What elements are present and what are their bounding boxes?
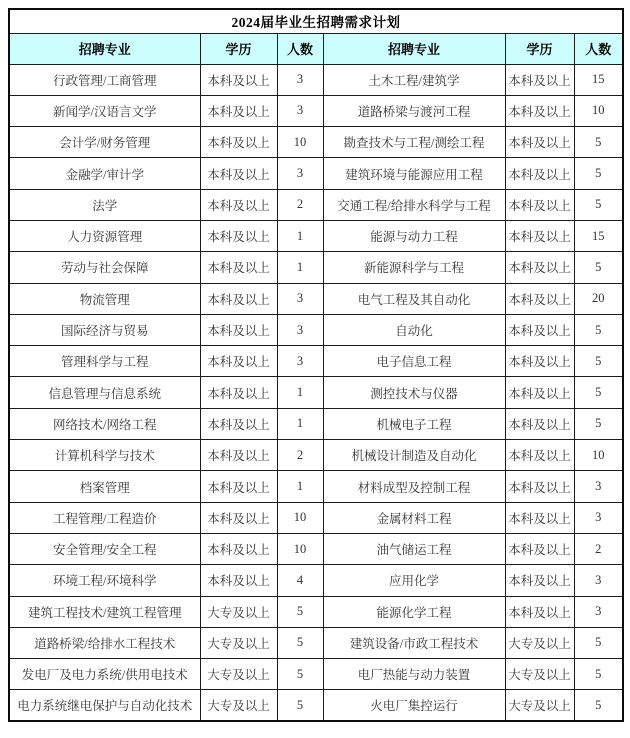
major-cell: 建筑工程技术/建筑工程管理 [9,596,200,627]
education-cell: 本科及以上 [505,377,574,408]
major-cell: 人力资源管理 [9,220,200,251]
table-row [9,627,623,658]
major-cell: 应用化学 [323,565,505,596]
education-cell: 本科及以上 [505,314,574,345]
education-cell: 本科及以上 [200,64,277,95]
count-cell: 3 [277,64,323,95]
column-header-major-left: 招聘专业 [9,33,200,64]
count-cell: 5 [277,659,323,690]
table-row [9,314,623,345]
major-cell: 环境工程/环境科学 [9,565,200,596]
major-cell: 计算机科学与技术 [9,440,200,471]
count-cell: 10 [277,533,323,564]
education-cell: 本科及以上 [200,408,277,439]
major-cell: 测控技术与仪器 [323,377,505,408]
education-cell: 本科及以上 [505,127,574,158]
count-cell: 5 [574,377,623,408]
education-cell: 本科及以上 [200,95,277,126]
education-cell: 本科及以上 [505,189,574,220]
column-header-count-right: 人数 [574,33,623,64]
table-row [9,377,623,408]
major-cell: 材料成型及控制工程 [323,471,505,502]
count-cell: 1 [277,252,323,283]
column-header-count-left: 人数 [277,33,323,64]
major-cell: 机械设计制造及自动化 [323,440,505,471]
education-cell: 大专及以上 [200,627,277,658]
major-cell: 劳动与社会保障 [9,252,200,283]
education-cell: 本科及以上 [505,158,574,189]
education-cell: 本科及以上 [505,220,574,251]
education-cell: 本科及以上 [200,314,277,345]
major-cell: 能源与动力工程 [323,220,505,251]
education-cell: 本科及以上 [505,502,574,533]
count-cell: 3 [277,314,323,345]
table-row [9,502,623,533]
table-row [9,565,623,596]
education-cell: 大专及以上 [505,659,574,690]
education-cell: 本科及以上 [505,346,574,377]
count-cell: 1 [277,471,323,502]
count-cell: 10 [574,440,623,471]
education-cell: 本科及以上 [505,440,574,471]
count-cell: 5 [574,314,623,345]
count-cell: 15 [574,220,623,251]
major-cell: 交通工程/给排水科学与工程 [323,189,505,220]
education-cell: 本科及以上 [505,565,574,596]
education-cell: 本科及以上 [200,283,277,314]
count-cell: 1 [277,220,323,251]
education-cell: 本科及以上 [505,408,574,439]
education-cell: 大专及以上 [200,659,277,690]
education-cell: 大专及以上 [505,690,574,721]
major-cell: 火电厂集控运行 [323,690,505,721]
count-cell: 1 [277,377,323,408]
major-cell: 道路桥梁/给排水工程技术 [9,627,200,658]
major-cell: 机械电子工程 [323,408,505,439]
major-cell: 道路桥梁与渡河工程 [323,95,505,126]
major-cell: 会计学/财务管理 [9,127,200,158]
education-cell: 本科及以上 [505,252,574,283]
count-cell: 15 [574,64,623,95]
major-cell: 土木工程/建筑学 [323,64,505,95]
table-title: 2024届毕业生招聘需求计划 [9,9,623,33]
count-cell: 20 [574,283,623,314]
recruitment-demand-table [8,8,624,722]
table-row [9,189,623,220]
major-cell: 自动化 [323,314,505,345]
major-cell: 能源化学工程 [323,596,505,627]
count-cell: 5 [574,346,623,377]
count-cell: 5 [574,158,623,189]
table-header-row [9,33,623,64]
major-cell: 新闻学/汉语言文学 [9,95,200,126]
major-cell: 电厂热能与动力装置 [323,659,505,690]
count-cell: 2 [574,533,623,564]
major-cell: 管理科学与工程 [9,346,200,377]
column-header-education-left: 学历 [200,33,277,64]
education-cell: 本科及以上 [505,283,574,314]
table-row [9,408,623,439]
major-cell: 勘查技术与工程/测绘工程 [323,127,505,158]
education-cell: 大专及以上 [200,690,277,721]
table-row [9,158,623,189]
table-body [9,64,623,721]
education-cell: 本科及以上 [200,189,277,220]
count-cell: 5 [574,252,623,283]
table-row [9,127,623,158]
count-cell: 3 [277,346,323,377]
table-row [9,283,623,314]
major-cell: 信息管理与信息系统 [9,377,200,408]
education-cell: 本科及以上 [505,533,574,564]
education-cell: 本科及以上 [200,471,277,502]
count-cell: 5 [574,659,623,690]
count-cell: 10 [574,95,623,126]
education-cell: 本科及以上 [200,502,277,533]
table-row [9,346,623,377]
count-cell: 3 [277,158,323,189]
count-cell: 3 [277,95,323,126]
table-row [9,440,623,471]
major-cell: 物流管理 [9,283,200,314]
count-cell: 4 [277,565,323,596]
major-cell: 发电厂及电力系统/供用电技术 [9,659,200,690]
education-cell: 本科及以上 [200,346,277,377]
table-row [9,659,623,690]
education-cell: 本科及以上 [200,127,277,158]
table-row [9,95,623,126]
major-cell: 油气储运工程 [323,533,505,564]
major-cell: 电子信息工程 [323,346,505,377]
major-cell: 金属材料工程 [323,502,505,533]
education-cell: 本科及以上 [200,533,277,564]
count-cell: 3 [574,502,623,533]
education-cell: 本科及以上 [200,158,277,189]
major-cell: 安全管理/安全工程 [9,533,200,564]
education-cell: 本科及以上 [505,95,574,126]
table-row [9,533,623,564]
table-row [9,471,623,502]
education-cell: 本科及以上 [200,440,277,471]
education-cell: 本科及以上 [200,377,277,408]
count-cell: 1 [277,408,323,439]
education-cell: 本科及以上 [505,471,574,502]
count-cell: 5 [277,690,323,721]
major-cell: 电力系统继电保护与自动化技术 [9,690,200,721]
count-cell: 5 [574,189,623,220]
major-cell: 建筑设备/市政工程技术 [323,627,505,658]
major-cell: 法学 [9,189,200,220]
education-cell: 大专及以上 [505,627,574,658]
major-cell: 新能源科学与工程 [323,252,505,283]
table-row [9,64,623,95]
major-cell: 工程管理/工程造价 [9,502,200,533]
major-cell: 金融学/审计学 [9,158,200,189]
count-cell: 5 [277,627,323,658]
table-row [9,690,623,721]
education-cell: 大专及以上 [200,596,277,627]
count-cell: 3 [574,471,623,502]
table-row [9,596,623,627]
count-cell: 5 [574,627,623,658]
major-cell: 国际经济与贸易 [9,314,200,345]
column-header-major-right: 招聘专业 [323,33,505,64]
education-cell: 本科及以上 [200,565,277,596]
education-cell: 本科及以上 [200,252,277,283]
education-cell: 本科及以上 [505,596,574,627]
education-cell: 本科及以上 [505,64,574,95]
count-cell: 2 [277,440,323,471]
major-cell: 建筑环境与能源应用工程 [323,158,505,189]
major-cell: 电气工程及其自动化 [323,283,505,314]
count-cell: 3 [574,565,623,596]
count-cell: 2 [277,189,323,220]
count-cell: 5 [574,127,623,158]
column-header-education-right: 学历 [505,33,574,64]
count-cell: 3 [574,596,623,627]
table-title-row [9,9,623,33]
table-row [9,220,623,251]
major-cell: 网络技术/网络工程 [9,408,200,439]
count-cell: 3 [277,283,323,314]
major-cell: 行政管理/工商管理 [9,64,200,95]
count-cell: 5 [277,596,323,627]
major-cell: 档案管理 [9,471,200,502]
count-cell: 10 [277,127,323,158]
count-cell: 5 [574,408,623,439]
count-cell: 10 [277,502,323,533]
count-cell: 5 [574,690,623,721]
table-row [9,252,623,283]
education-cell: 本科及以上 [200,220,277,251]
